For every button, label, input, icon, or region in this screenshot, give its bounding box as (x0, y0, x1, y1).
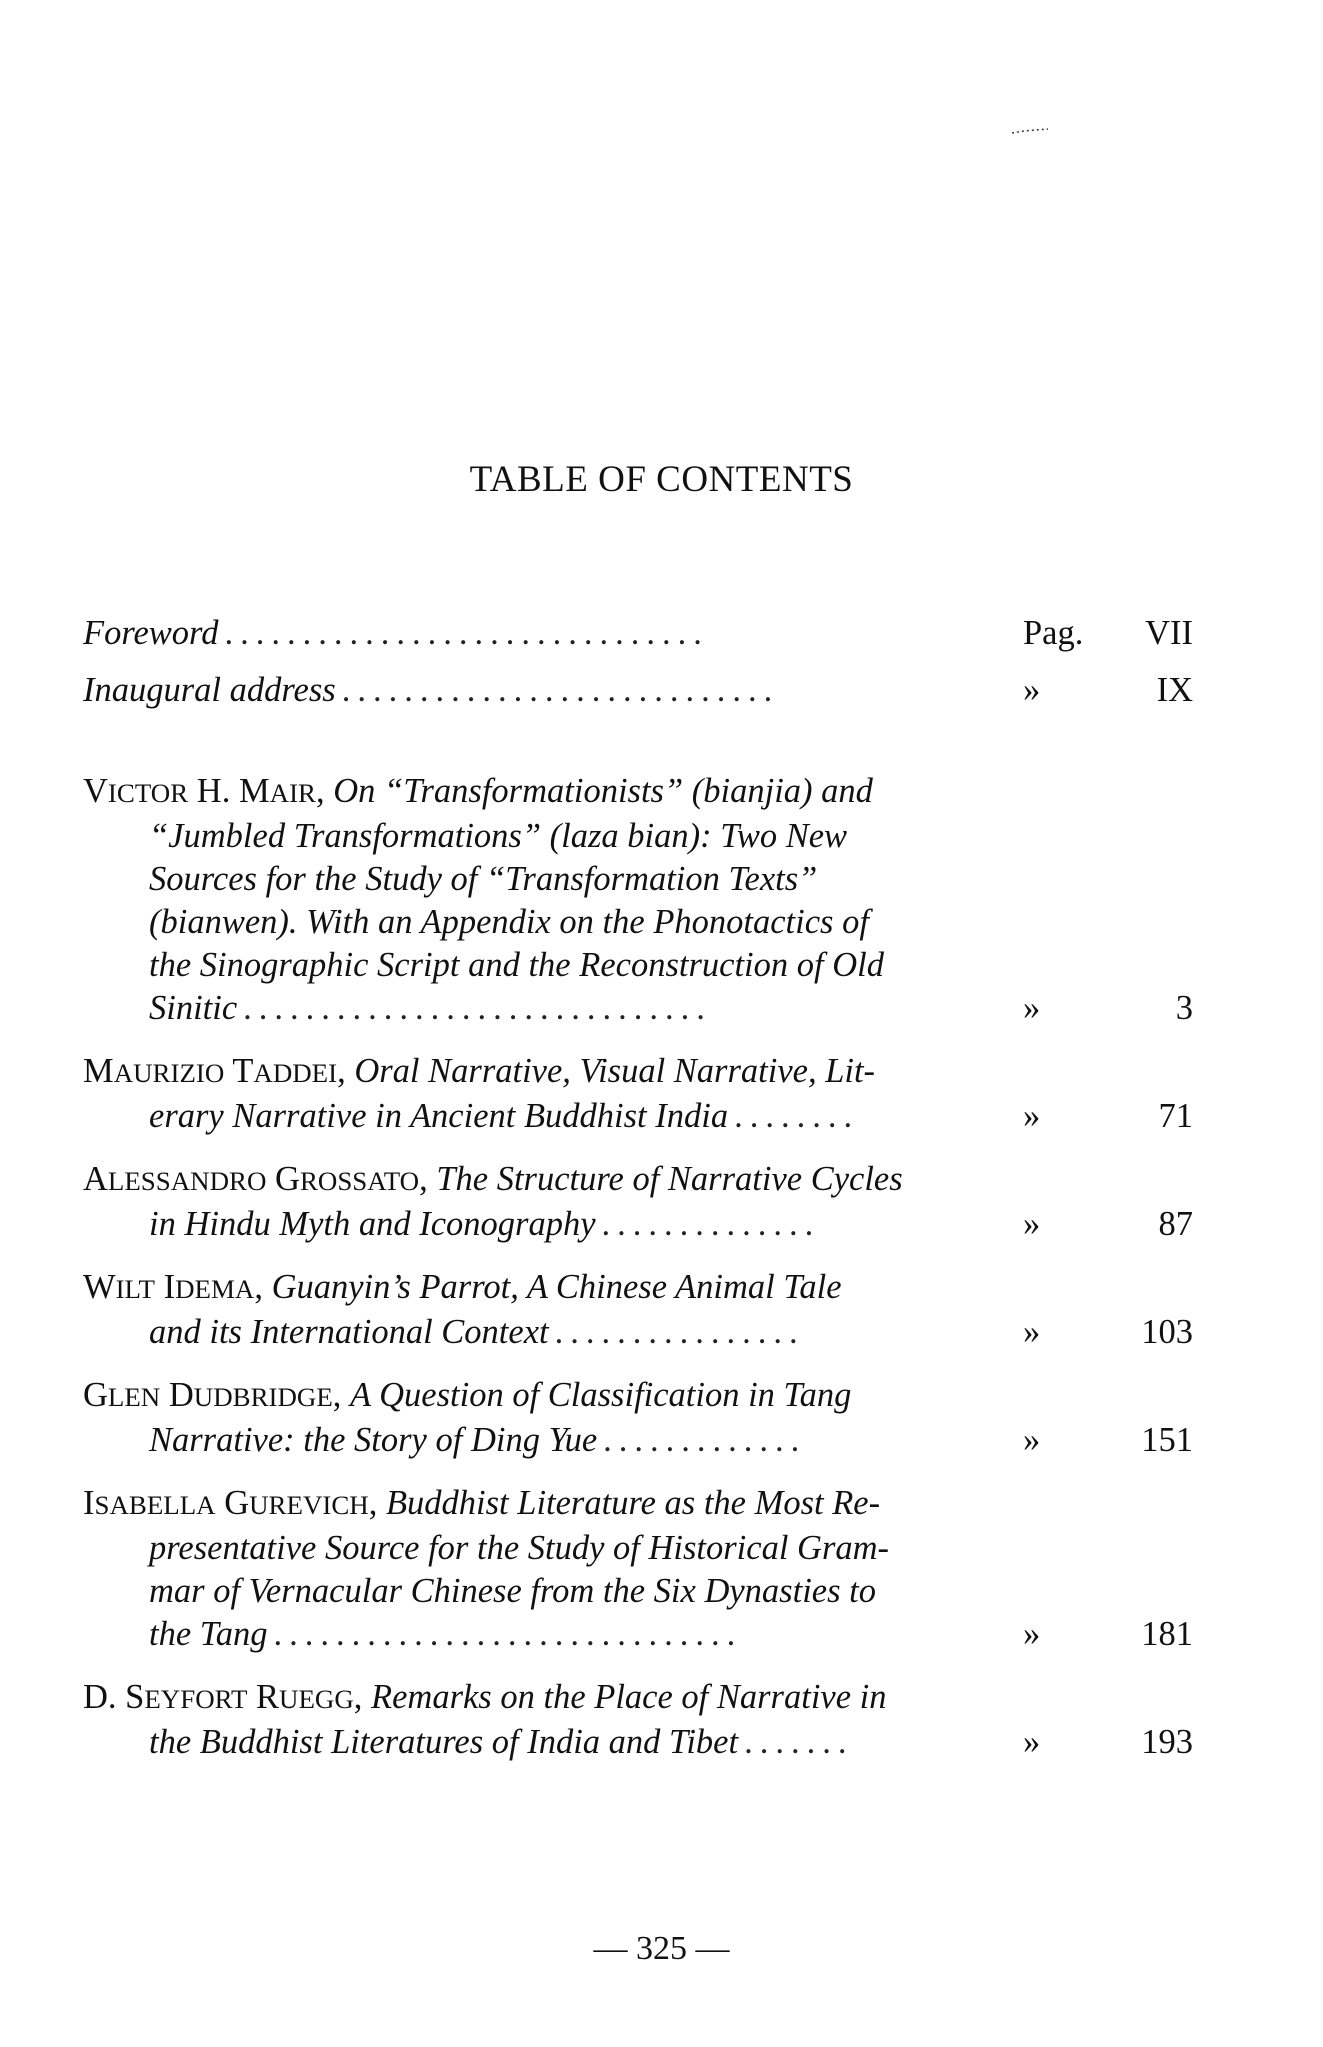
toc-entry[interactable] (83, 1050, 1193, 1138)
entry-title-line: The Structure of Narrative Cycles (436, 1160, 903, 1198)
page-title: TABLE OF CONTENTS (469, 459, 854, 500)
page-number: 71 (1158, 1097, 1193, 1135)
toc-entry[interactable] (83, 1482, 1193, 1656)
page-prefix: » (1023, 671, 1041, 709)
page-prefix: » (1023, 989, 1041, 1027)
page-prefix: Pag. (1023, 614, 1084, 652)
page-number: 3 (1175, 989, 1193, 1027)
table-of-contents (83, 612, 1193, 1764)
toc-entry-foreword[interactable] (83, 612, 1193, 655)
entry-title-line: A Question of Classification in Tang (350, 1376, 852, 1414)
entry-title-line: “Jumbled Transformations” (laza bian): Two New (149, 817, 848, 855)
toc-entry[interactable] (83, 1374, 1193, 1462)
entry-title-line: and its International Context (149, 1313, 549, 1351)
author-name: ALESSANDRO GROSSATO, (83, 1160, 428, 1198)
entry-title-line: Buddhist Literature as the Most Re- (385, 1484, 881, 1522)
entry-title-line: (bianwen). With an Appendix on the Phonotactics of (149, 903, 869, 941)
page-number: 193 (1141, 1723, 1193, 1761)
leader-dots: .............. (601, 1205, 821, 1243)
page-number: 103 (1141, 1313, 1193, 1351)
entry-title-line: Guanyin’s Parrot, A Chinese Animal Tale (271, 1268, 842, 1306)
page-ref (1023, 1419, 1193, 1462)
entry-title-line: mar of Vernacular Chinese from the Six Dynasties to (149, 1572, 876, 1610)
leader-dots: ....... (744, 1723, 854, 1761)
leader-dots: .............................. (243, 989, 712, 1027)
page-ref (1023, 1311, 1193, 1354)
page-ref (1023, 669, 1193, 712)
entry-title-line: Sources for the Study of “Transformation Texts” (149, 860, 818, 898)
toc-entry[interactable] (83, 770, 1193, 1030)
page-number: 151 (1141, 1421, 1193, 1459)
toc-entry[interactable] (83, 1676, 1193, 1764)
author-name: GLEN DUDBRIDGE, (83, 1376, 342, 1414)
page-ref (1023, 1721, 1193, 1764)
entry-title-line: the Buddhist Literatures of India and Tibet (149, 1723, 739, 1761)
entry-title-line: Sinitic (149, 989, 238, 1027)
author-name: WILT IDEMA, (83, 1268, 263, 1306)
page-number: IX (1156, 671, 1193, 709)
author-name: ISABELLA GUREVICH, (83, 1484, 378, 1522)
leader-dots: .............................. (273, 1615, 743, 1653)
author-name: VICTOR H. MAIR, (83, 772, 325, 810)
page-prefix: » (1023, 1421, 1041, 1459)
entry-title-line: On “Transformationists” (bianjia) and (333, 772, 873, 810)
page-ref (1023, 1203, 1193, 1246)
page-number-footer: — 325 — (593, 1930, 730, 1967)
entry-title-line: the Sinographic Script and the Reconstruction of Old (149, 946, 884, 984)
page-prefix: » (1023, 1615, 1041, 1653)
entry-title-line: erary Narrative in Ancient Buddhist India (149, 1097, 729, 1135)
entry-title-line: Narrative: the Story of Ding Yue (149, 1421, 598, 1459)
page-prefix: » (1023, 1097, 1041, 1135)
leader-dots: ................ (554, 1313, 805, 1351)
leader-dots: ............................ (341, 671, 780, 709)
page-ref (1023, 1095, 1193, 1138)
toc-entry[interactable] (83, 1158, 1193, 1246)
entry-title-line: in Hindu Myth and Iconography (149, 1205, 596, 1243)
page-ref (1023, 987, 1193, 1030)
leader-dots: ........ (734, 1097, 860, 1135)
entry-title: Foreword (83, 614, 219, 652)
toc-entry[interactable] (83, 1266, 1193, 1354)
page-prefix: » (1023, 1723, 1041, 1761)
author-name: D. SEYFORT RUEGG, (83, 1678, 363, 1716)
entry-title-line: Remarks on the Place of Narrative in (371, 1678, 887, 1716)
page-prefix: » (1023, 1313, 1041, 1351)
page-ref (1023, 1613, 1193, 1656)
page-number: VII (1145, 614, 1193, 652)
entry-title-line: the Tang (149, 1615, 268, 1653)
leader-dots: ............................... (224, 614, 709, 652)
entry-title-line: Oral Narrative, Visual Narrative, Lit- (354, 1052, 876, 1090)
leader-dots: ............. (603, 1421, 807, 1459)
entry-title: Inaugural address (83, 671, 336, 709)
author-name: MAURIZIO TADDEI, (83, 1052, 346, 1090)
page-number: 87 (1158, 1205, 1193, 1243)
page-ref (1023, 612, 1193, 655)
page-number: 181 (1141, 1615, 1193, 1653)
scan-speck (1010, 128, 1050, 134)
toc-entry-inaugural-address[interactable] (83, 669, 1193, 712)
page-prefix: » (1023, 1205, 1041, 1243)
entry-title-line: presentative Source for the Study of Historical Gram- (149, 1529, 890, 1567)
